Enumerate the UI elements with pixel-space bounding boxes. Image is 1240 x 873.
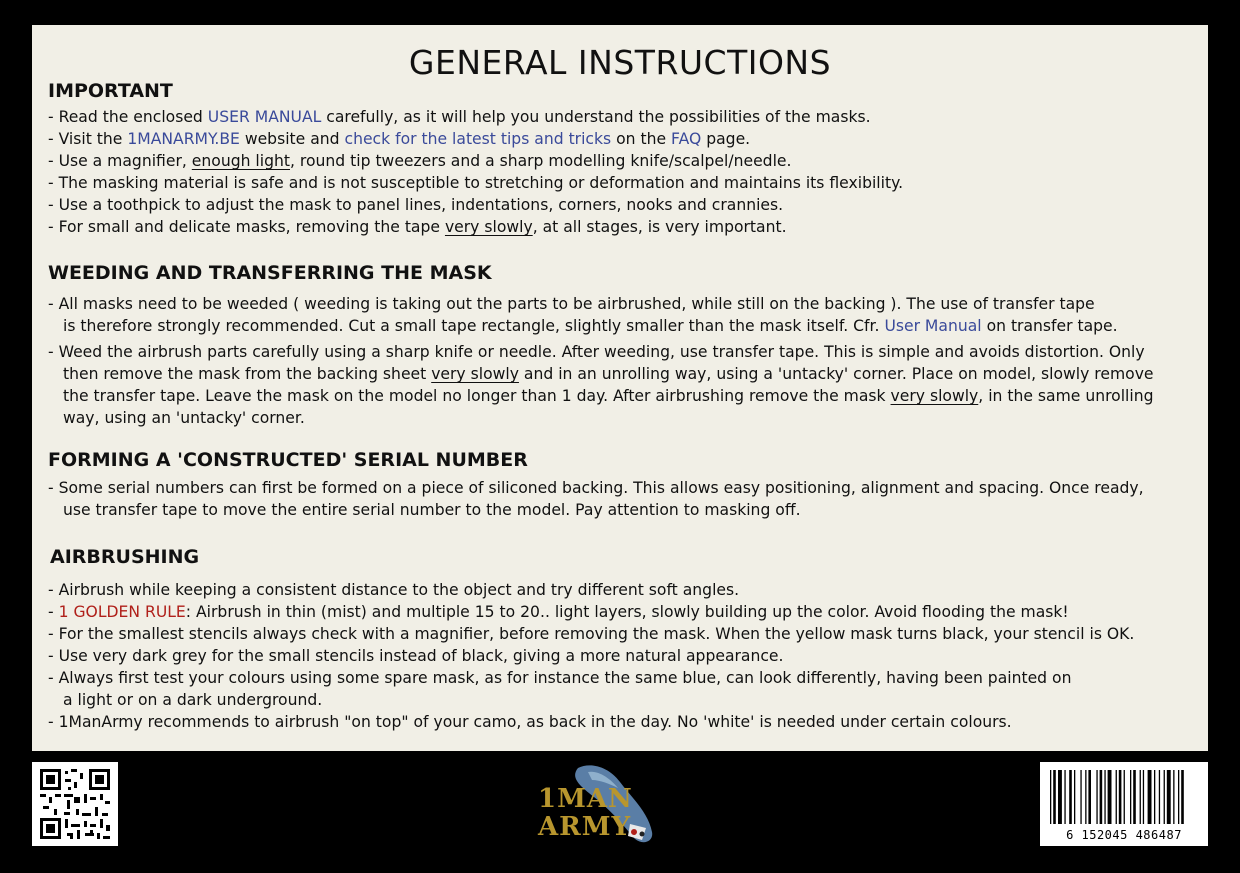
airbrushing-line-7: - 1ManArmy recommends to airbrush "on top" of your camo, as back in the day. No 'white' is needed under certain colours.	[48, 713, 1012, 731]
emphasis-enough-light: enough light	[191, 152, 290, 170]
heading-airbrushing: AIRBRUSHING	[50, 546, 200, 568]
weeding-line-3: - Weed the airbrush parts carefully using a sharp knife or needle. After weeding, use transfer tape. This is simple and avoids distortion. Only	[48, 343, 1145, 361]
barcode	[1040, 762, 1208, 846]
weeding-line-4: then remove the mask from the backing sheet very slowly and in an unrolling way, using a 'untacky' corner. Place on model, slowly remove	[63, 365, 1154, 383]
barcode-number: 6 152045 486487	[1066, 828, 1182, 842]
emphasis-very-slowly: very slowly	[444, 218, 533, 236]
weeding-line-5: the transfer tape. Leave the mask on the model no longer than 1 day. After airbrushing remove the mask very slowly, in the same unrolling	[63, 387, 1154, 405]
important-line-1: - Read the enclosed USER MANUAL carefully, as it will help you understand the possibilities of the masks.	[48, 108, 871, 126]
user-manual-link-2[interactable]: User Manual	[884, 317, 982, 335]
airbrushing-line-2: - 1 GOLDEN RULE: Airbrush in thin (mist) and multiple 15 to 20.. light layers, slowly building up the color. Avoid flooding the mask!	[48, 603, 1069, 621]
weeding-line-2: is therefore strongly recommended. Cut a small tape rectangle, slightly smaller than the mask itself. Cfr. User Manual on transfer tape.	[63, 317, 1118, 335]
important-line-5: - Use a toothpick to adjust the mask to panel lines, indentations, corners, nooks and crannies.	[48, 196, 784, 214]
weeding-line-6: way, using an 'untacky' corner.	[63, 409, 305, 427]
heading-serial-number: FORMING A 'CONSTRUCTED' SERIAL NUMBER	[48, 449, 528, 471]
heading-important: IMPORTANT	[48, 80, 173, 102]
airbrushing-line-3: - For the smallest stencils always check with a magnifier, before removing the mask. When the yellow mask turns black, your stencil is OK.	[48, 625, 1135, 643]
emphasis-very-slowly: very slowly	[431, 365, 519, 383]
golden-rule-label: 1 GOLDEN RULE	[58, 603, 186, 621]
serial-line-1: - Some serial numbers can first be formed on a piece of siliconed backing. This allows easy positioning, alignment and spacing. Once ready,	[48, 479, 1144, 497]
emphasis-very-slowly: very slowly	[890, 387, 979, 405]
qr-code-icon[interactable]	[32, 762, 118, 846]
logo-text-1man: 1MAN	[538, 784, 633, 814]
weeding-line-1: - All masks need to be weeded ( weeding is taking out the parts to be airbrushed, while still on the backing ). The use of transfer tape	[48, 295, 1095, 313]
user-manual-link[interactable]: USER MANUAL	[207, 108, 322, 126]
airbrushing-line-6: a light or on a dark underground.	[63, 691, 323, 709]
important-line-6: - For small and delicate masks, removing the tape very slowly, at all stages, is very important.	[48, 218, 787, 236]
important-line-4: - The masking material is safe and is not susceptible to stretching or deformation and maintains its flexibility.	[48, 174, 904, 192]
important-line-2: - Visit the 1MANARMY.BE website and check for the latest tips and tricks on the FAQ page.	[48, 130, 751, 148]
tips-link[interactable]: check for the latest tips and tricks	[344, 130, 612, 148]
important-line-3: - Use a magnifier, enough light, round tip tweezers and a sharp modelling knife/scalpel/needle.	[48, 152, 792, 170]
serial-line-2: use transfer tape to move the entire serial number to the model. Pay attention to masking off.	[63, 501, 801, 519]
instructions-panel	[32, 25, 1208, 751]
airbrushing-line-5: - Always first test your colours using some spare mask, as for instance the same blue, can look differently, having been painted on	[48, 669, 1072, 687]
faq-link[interactable]: FAQ	[671, 130, 702, 148]
logo-text-army: ARMY	[538, 812, 632, 842]
heading-weeding: WEEDING AND TRANSFERRING THE MASK	[48, 262, 492, 284]
brand-logo	[530, 762, 660, 848]
website-link[interactable]: 1MANARMY.BE	[127, 130, 240, 148]
airbrushing-line-4: - Use very dark grey for the small stencils instead of black, giving a more natural appearance.	[48, 647, 784, 665]
page-title: GENERAL INSTRUCTIONS	[408, 43, 832, 82]
airbrushing-line-1: - Airbrush while keeping a consistent distance to the object and try different soft angles.	[48, 581, 740, 599]
